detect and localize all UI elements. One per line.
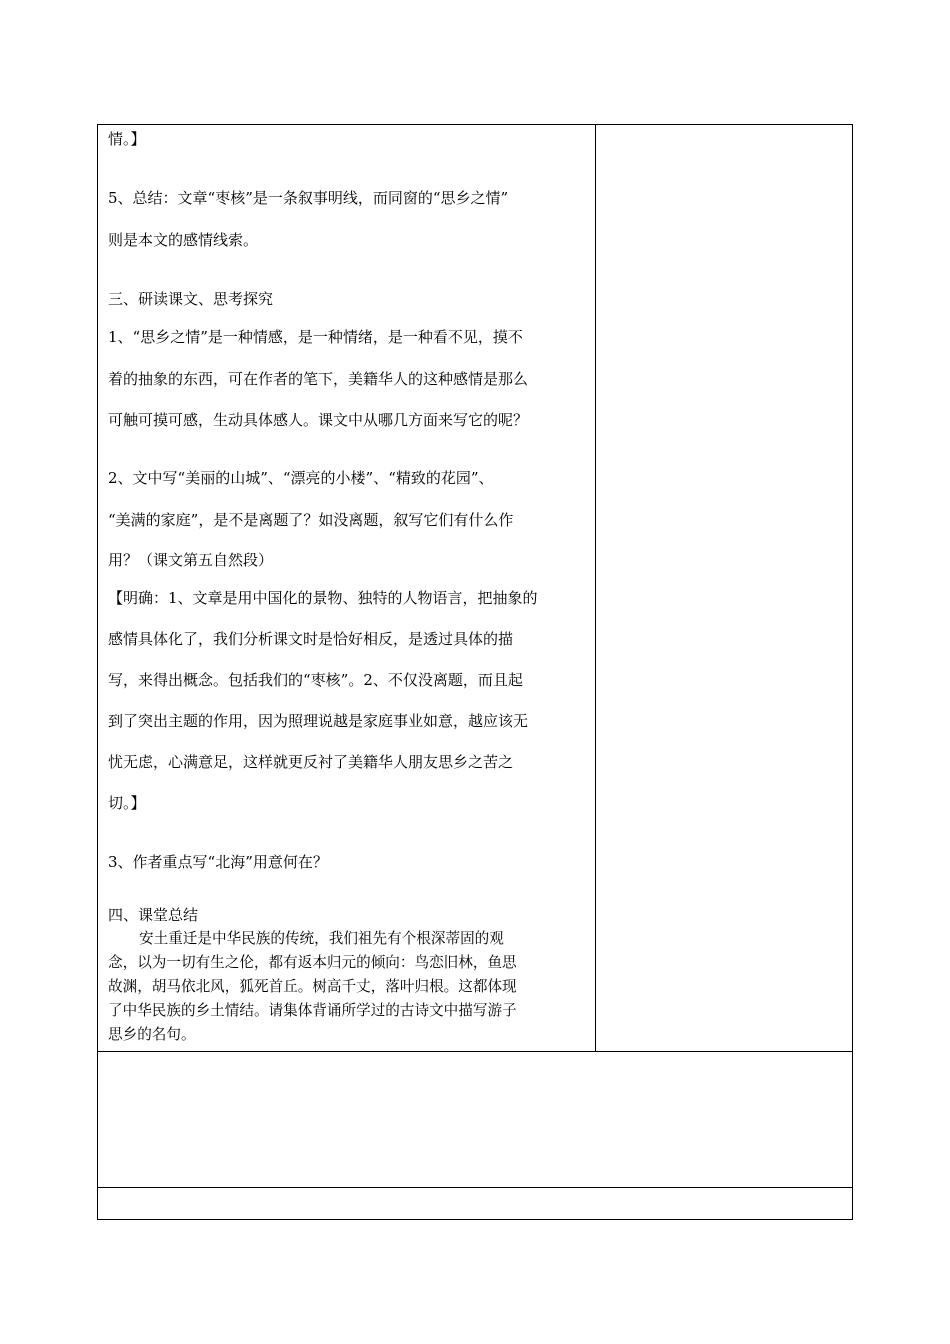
text-line: 5、总结：文章“枣核”是一条叙事明线，而同窗的“思乡之情”	[108, 189, 509, 207]
text-line: 故渊，胡马依北风，狐死首丘。树高千丈，落叶归根。这都体现	[108, 978, 517, 995]
text-line: 【明确：1、文章是用中国化的景物、独特的人物语言，把抽象的	[108, 589, 538, 607]
section-heading: 三、研读课文、思考探究	[108, 290, 274, 308]
text-line: 切。】	[108, 794, 146, 812]
text-line: 情。】	[108, 130, 146, 148]
text-line: 安土重迁是中华民族的传统，我们祖先有个根深蒂固的观	[139, 930, 504, 947]
text-line: 到了突出主题的作用，因为照理说越是家庭事业如意，越应该无	[108, 712, 529, 730]
text-line: 2、文中写“美丽的山城”、“漂亮的小楼”、“精致的花园”、	[108, 469, 494, 487]
text-line: 忧无虑，心满意足，这样就更反衬了美籍华人朋友思乡之苦之	[108, 753, 514, 771]
text-line: 可触可摸可感，生动具体感人。课文中从哪几方面来写它的呢？	[108, 411, 529, 429]
text-line: 写，来得出概念。包括我们的“枣核”。2、不仅没离题，而且起	[108, 671, 523, 689]
notes-cell	[596, 125, 852, 1051]
section-heading: 四、课堂总结	[108, 906, 199, 924]
text-line: 则是本文的感情线索。	[108, 231, 259, 249]
text-line: 1、“思乡之情”是一种情感，是一种情绪，是一种看不见，摸不	[108, 328, 523, 346]
text-line: 思乡的名句。	[108, 1026, 196, 1043]
text-line: 念，以为一切有生之伦，都有返本归元的倾向：鸟恋旧林，鱼思	[108, 954, 517, 971]
text-line: 感情具体化了，我们分析课文时是恰好相反，是透过具体的描	[108, 630, 514, 648]
text-line: “美满的家庭”，是不是离题了？如没离题，叙写它们有什么作	[108, 511, 514, 529]
text-line: 3、作者重点写“北海”用意何在？	[108, 853, 328, 871]
text-line: 了中华民族的乡土情结。请集体背诵所学过的古诗文中描写游子	[108, 1002, 517, 1019]
footer-cell	[98, 1188, 852, 1219]
reflection-cell	[98, 1052, 852, 1187]
text-line: 着的抽象的东西，可在作者的笔下，美籍华人的这种感情是那么	[108, 370, 529, 388]
text-line: 用？（课文第五自然段）	[108, 551, 274, 569]
